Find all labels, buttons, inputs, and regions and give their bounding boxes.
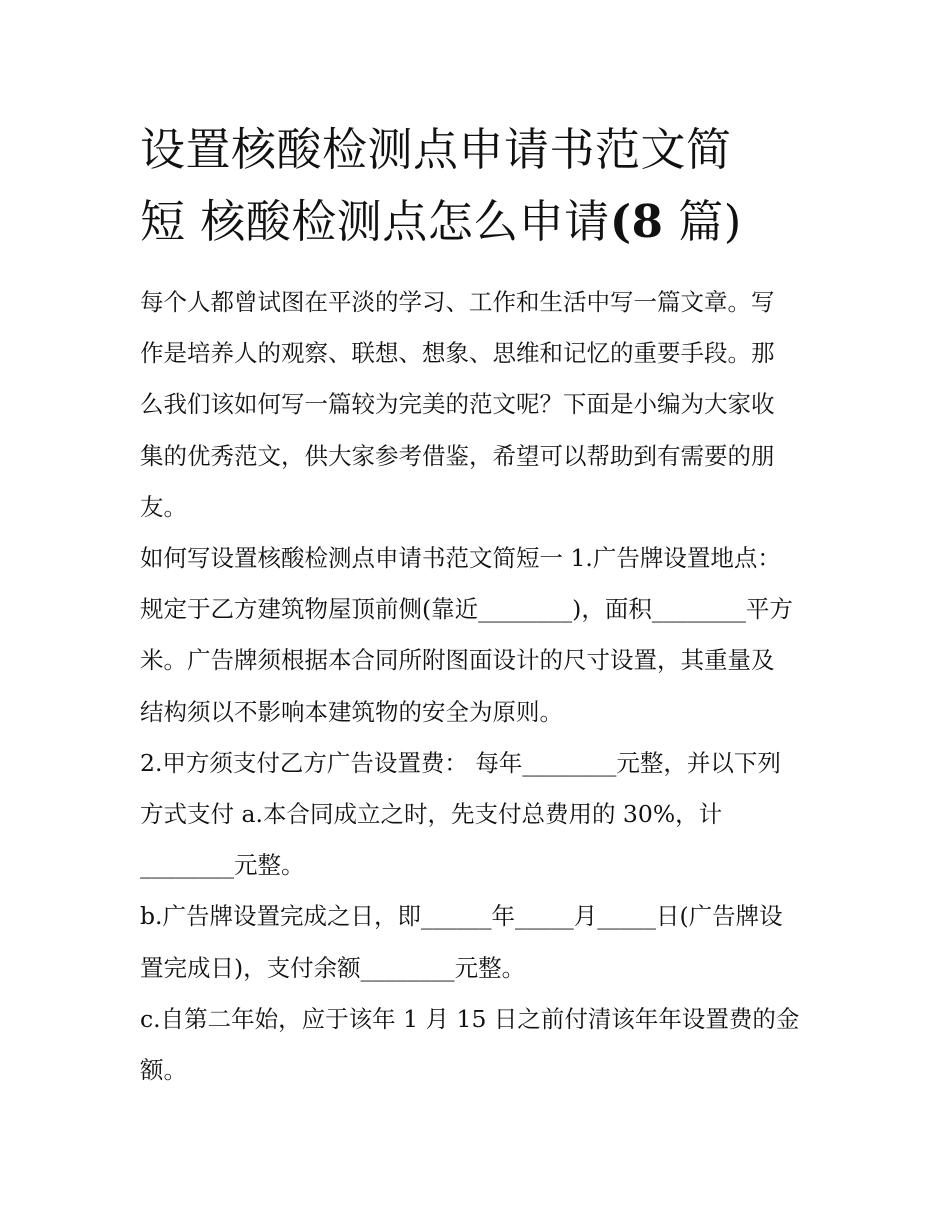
text-line: 置完成日)，支付余额________元整。 bbox=[140, 953, 526, 982]
title-suffix: 篇) bbox=[663, 195, 742, 248]
text-line: 规定于乙方建筑物屋顶前侧(靠近________)，面积________平方 bbox=[140, 595, 793, 624]
text-line: ________元整。 bbox=[140, 851, 305, 880]
title-count: (8 bbox=[609, 195, 664, 248]
title-line: 设置核酸检测点申请书范文简 bbox=[140, 123, 732, 176]
title-line bbox=[140, 186, 830, 258]
text-line: c.自第二年始，应于该年 1 月 15 日之前付清该年年设置费的金 bbox=[140, 1004, 800, 1033]
title-text: 短 核酸检测点怎么申请 bbox=[140, 195, 610, 248]
text-line: 集的优秀范文，供大家参考借鉴，希望可以帮助到有需要的朋 bbox=[140, 441, 775, 470]
text-line: 结构须以不影响本建筑物的安全为原则。 bbox=[140, 697, 563, 726]
text-line: 如何写设置核酸检测点申请书范文简短一 1.广告牌设置地点： bbox=[140, 544, 781, 573]
text-line: 米。广告牌须根据本合同所附图面设计的尺寸设置，其重量及 bbox=[140, 646, 775, 675]
text-line: 么我们该如何写一篇较为完美的范文呢？下面是小编为大家收 bbox=[140, 390, 775, 419]
text-line: b.广告牌设置完成之日，即______年_____月_____日(广告牌设 bbox=[140, 902, 783, 931]
clause-paragraph bbox=[140, 533, 820, 738]
clause-paragraph bbox=[140, 994, 820, 1096]
text-line: 额。 bbox=[140, 1056, 187, 1085]
text-line: 方式支付 a.本合同成立之时，先支付总费用的 30%，计 bbox=[140, 800, 723, 829]
clause-paragraph bbox=[140, 891, 820, 993]
text-line: 作是培养人的观察、联想、想象、思维和记忆的重要手段。那 bbox=[140, 339, 775, 368]
clause-paragraph bbox=[140, 738, 820, 892]
document-body bbox=[140, 277, 820, 1096]
page-title bbox=[140, 114, 830, 258]
text-line: 2.甲方须支付乙方广告设置费： 每年________元整，并以下列 bbox=[140, 748, 781, 777]
intro-paragraph bbox=[140, 277, 820, 533]
text-line: 每个人都曾试图在平淡的学习、工作和生活中写一篇文章。写 bbox=[140, 288, 775, 316]
text-line: 友。 bbox=[140, 492, 187, 521]
